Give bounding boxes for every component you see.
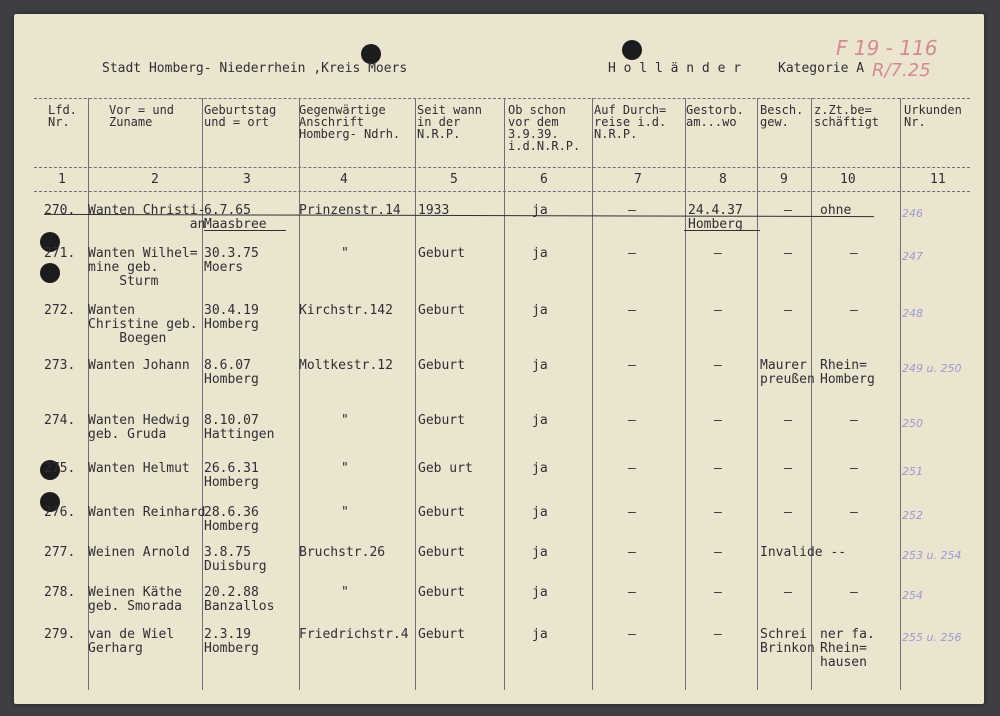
column-header-3: Geburtstag und = ort <box>204 103 277 129</box>
row-trade: — <box>784 505 792 520</box>
row-number: 279. <box>44 627 76 642</box>
row-employed: — <box>850 246 858 261</box>
row-document-number: 247 <box>902 250 923 263</box>
row-address: Moltkestr.12 <box>299 358 393 373</box>
row-died: — <box>714 585 722 600</box>
row-transit: — <box>628 505 636 520</box>
column-number-8: 8 <box>719 172 727 187</box>
row-address: Friedrichstr.4 <box>299 627 409 642</box>
row-birth: 28.6.36 Homberg <box>204 505 259 534</box>
row-transit: — <box>628 246 636 261</box>
column-divider <box>299 98 300 690</box>
row-number: 270. <box>44 203 76 218</box>
row-name: Wanten Christine geb. Boegen <box>88 303 198 346</box>
row-birth: 6.7.65 Maasbree <box>204 203 267 232</box>
row-trade: Schrei Brinkon <box>760 627 815 656</box>
column-header-4: Gegenwärtige Anschrift Homberg- Ndrh. <box>299 103 401 141</box>
row-employed: Rhein= Homberg <box>820 358 875 387</box>
row-name: Wanten Helmut <box>88 461 190 476</box>
strike-line <box>204 230 286 231</box>
header-category: Kategorie A <box>778 61 865 76</box>
row-before: ja <box>532 303 548 318</box>
row-died: — <box>714 627 722 642</box>
row-trade: — <box>784 303 792 318</box>
row-name: Wanten Reinhard <box>88 505 206 520</box>
row-address: " <box>341 413 349 428</box>
row-before: ja <box>532 545 548 560</box>
row-since: Geburt <box>418 303 465 318</box>
row-transit: — <box>628 203 636 218</box>
row-since: Geburt <box>418 585 465 600</box>
column-number-1: 1 <box>58 172 66 187</box>
row-transit: — <box>628 413 636 428</box>
strike-line <box>684 230 760 231</box>
column-number-7: 7 <box>634 172 642 187</box>
row-number: 274. <box>44 413 76 428</box>
column-divider <box>685 98 686 690</box>
row-transit: — <box>628 545 636 560</box>
row-trade: — <box>784 413 792 428</box>
row-number: 271. <box>44 246 76 261</box>
row-number: 276. <box>44 505 76 520</box>
row-name: van de Wiel Gerharg <box>88 627 175 656</box>
table-top-rule <box>34 98 970 99</box>
row-document-number: 250 <box>902 417 923 430</box>
column-divider <box>900 98 901 690</box>
punch-hole <box>40 263 60 283</box>
row-transit: — <box>628 585 636 600</box>
column-number-5: 5 <box>450 172 458 187</box>
column-header-2: Vor = und Zuname <box>109 103 175 129</box>
row-before: ja <box>532 246 548 261</box>
row-number: 277. <box>44 545 76 560</box>
column-divider <box>415 98 416 690</box>
row-number: 278. <box>44 585 76 600</box>
row-employed: ohne <box>820 203 852 218</box>
column-header-5: Seit wann in der N.R.P. <box>417 103 483 141</box>
column-number-11: 11 <box>930 172 946 187</box>
row-name: Weinen Arnold <box>88 545 190 560</box>
row-since: Geburt <box>418 413 465 428</box>
row-name: Wanten Johann <box>88 358 190 373</box>
row-before: ja <box>532 585 548 600</box>
row-name: Wanten Hedwig geb. Gruda <box>88 413 190 442</box>
column-number-10: 10 <box>840 172 856 187</box>
row-document-number: 255 u. 256 <box>902 631 962 644</box>
column-divider <box>757 98 758 690</box>
column-header-9: Besch. gew. <box>760 103 804 129</box>
row-address: Kirchstr.142 <box>299 303 393 318</box>
row-before: ja <box>532 505 548 520</box>
row-address: Bruchstr.26 <box>299 545 386 560</box>
row-address: " <box>341 246 349 261</box>
row-died: — <box>714 461 722 476</box>
row-transit: — <box>628 303 636 318</box>
row-transit: — <box>628 461 636 476</box>
row-died: — <box>714 505 722 520</box>
row-died: — <box>714 545 722 560</box>
row-document-number: 251 <box>902 465 923 478</box>
archive-initials: R/7.25 <box>872 60 931 81</box>
column-divider <box>811 98 812 690</box>
row-before: ja <box>532 203 548 218</box>
row-birth: 26.6.31 Homberg <box>204 461 259 490</box>
row-died: — <box>714 303 722 318</box>
row-name: Wanten Christi- an <box>88 203 206 232</box>
column-header-11: Urkunden Nr. <box>904 103 962 129</box>
row-number: 275. <box>44 461 76 476</box>
table-header-rule <box>34 167 970 168</box>
header-location: Stadt Homberg- Niederrhein ,Kreis Moers <box>102 61 408 76</box>
row-name: Wanten Wilhel= mine geb. Sturm <box>88 246 198 289</box>
row-trade: — <box>784 246 792 261</box>
row-document-number: 246 <box>902 207 923 220</box>
row-since: Geburt <box>418 627 465 642</box>
row-employed: — <box>850 505 858 520</box>
row-before: ja <box>532 627 548 642</box>
column-number-6: 6 <box>540 172 548 187</box>
row-since: Geburt <box>418 246 465 261</box>
row-since: Geburt <box>418 505 465 520</box>
column-divider <box>202 98 203 690</box>
row-birth: 30.4.19 Homberg <box>204 303 259 332</box>
column-header-1: Lfd. Nr. <box>48 103 77 129</box>
row-since: Geburt <box>418 545 465 560</box>
column-number-2: 2 <box>151 172 159 187</box>
row-trade: — <box>784 585 792 600</box>
table-number-rule <box>34 191 970 192</box>
punch-hole <box>622 40 642 60</box>
row-died: — <box>714 413 722 428</box>
row-employed: — <box>850 413 858 428</box>
row-trade: — <box>784 203 792 218</box>
row-trade: Invalide -- <box>760 545 847 560</box>
row-before: ja <box>532 413 548 428</box>
row-employed: ner fa. Rhein= hausen <box>820 627 875 670</box>
column-header-8: Gestorb. am...wo <box>686 103 744 129</box>
column-header-6: Ob schon vor dem 3.9.39. i.d.N.R.P. <box>508 103 581 153</box>
row-document-number: 254 <box>902 589 923 602</box>
row-birth: 20.2.88 Banzallos <box>204 585 275 614</box>
column-header-10: z.Zt.be= schäftigt <box>814 103 880 129</box>
row-document-number: 248 <box>902 307 923 320</box>
column-number-9: 9 <box>780 172 788 187</box>
row-employed: — <box>850 303 858 318</box>
column-number-3: 3 <box>243 172 251 187</box>
row-transit: — <box>628 627 636 642</box>
row-before: ja <box>532 461 548 476</box>
row-address: " <box>341 585 349 600</box>
row-died: — <box>714 246 722 261</box>
archive-annotation: F 19 - 116 <box>836 36 938 60</box>
row-trade: Maurer preußen <box>760 358 815 387</box>
row-number: 273. <box>44 358 76 373</box>
row-birth: 8.10.07 Hattingen <box>204 413 275 442</box>
row-birth: 3.8.75 Duisburg <box>204 545 267 574</box>
row-since: Geburt <box>418 358 465 373</box>
row-died: — <box>714 358 722 373</box>
row-birth: 30.3.75 Moers <box>204 246 259 275</box>
row-employed: — <box>850 585 858 600</box>
row-transit: — <box>628 358 636 373</box>
row-since: 1933 <box>418 203 450 218</box>
column-header-7: Auf Durch= reise i.d. N.R.P. <box>594 103 667 141</box>
document-card <box>14 14 984 704</box>
row-name: Weinen Käthe geb. Smorada <box>88 585 182 614</box>
row-address: " <box>341 461 349 476</box>
row-document-number: 253 u. 254 <box>902 549 962 562</box>
row-since: Geb urt <box>418 461 473 476</box>
row-died: 24.4.37 Homberg <box>688 203 743 232</box>
row-birth: 2.3.19 Homberg <box>204 627 259 656</box>
column-divider <box>504 98 505 690</box>
row-before: ja <box>532 358 548 373</box>
row-address: " <box>341 505 349 520</box>
row-trade: — <box>784 461 792 476</box>
row-birth: 8.6.07 Homberg <box>204 358 259 387</box>
row-document-number: 252 <box>902 509 923 522</box>
row-employed: — <box>850 461 858 476</box>
row-address: Prinzenstr.14 <box>299 203 401 218</box>
column-divider <box>592 98 593 690</box>
header-nationality: H o l l ä n d e r <box>608 61 742 76</box>
column-number-4: 4 <box>340 172 348 187</box>
row-document-number: 249 u. 250 <box>902 362 962 375</box>
row-number: 272. <box>44 303 76 318</box>
